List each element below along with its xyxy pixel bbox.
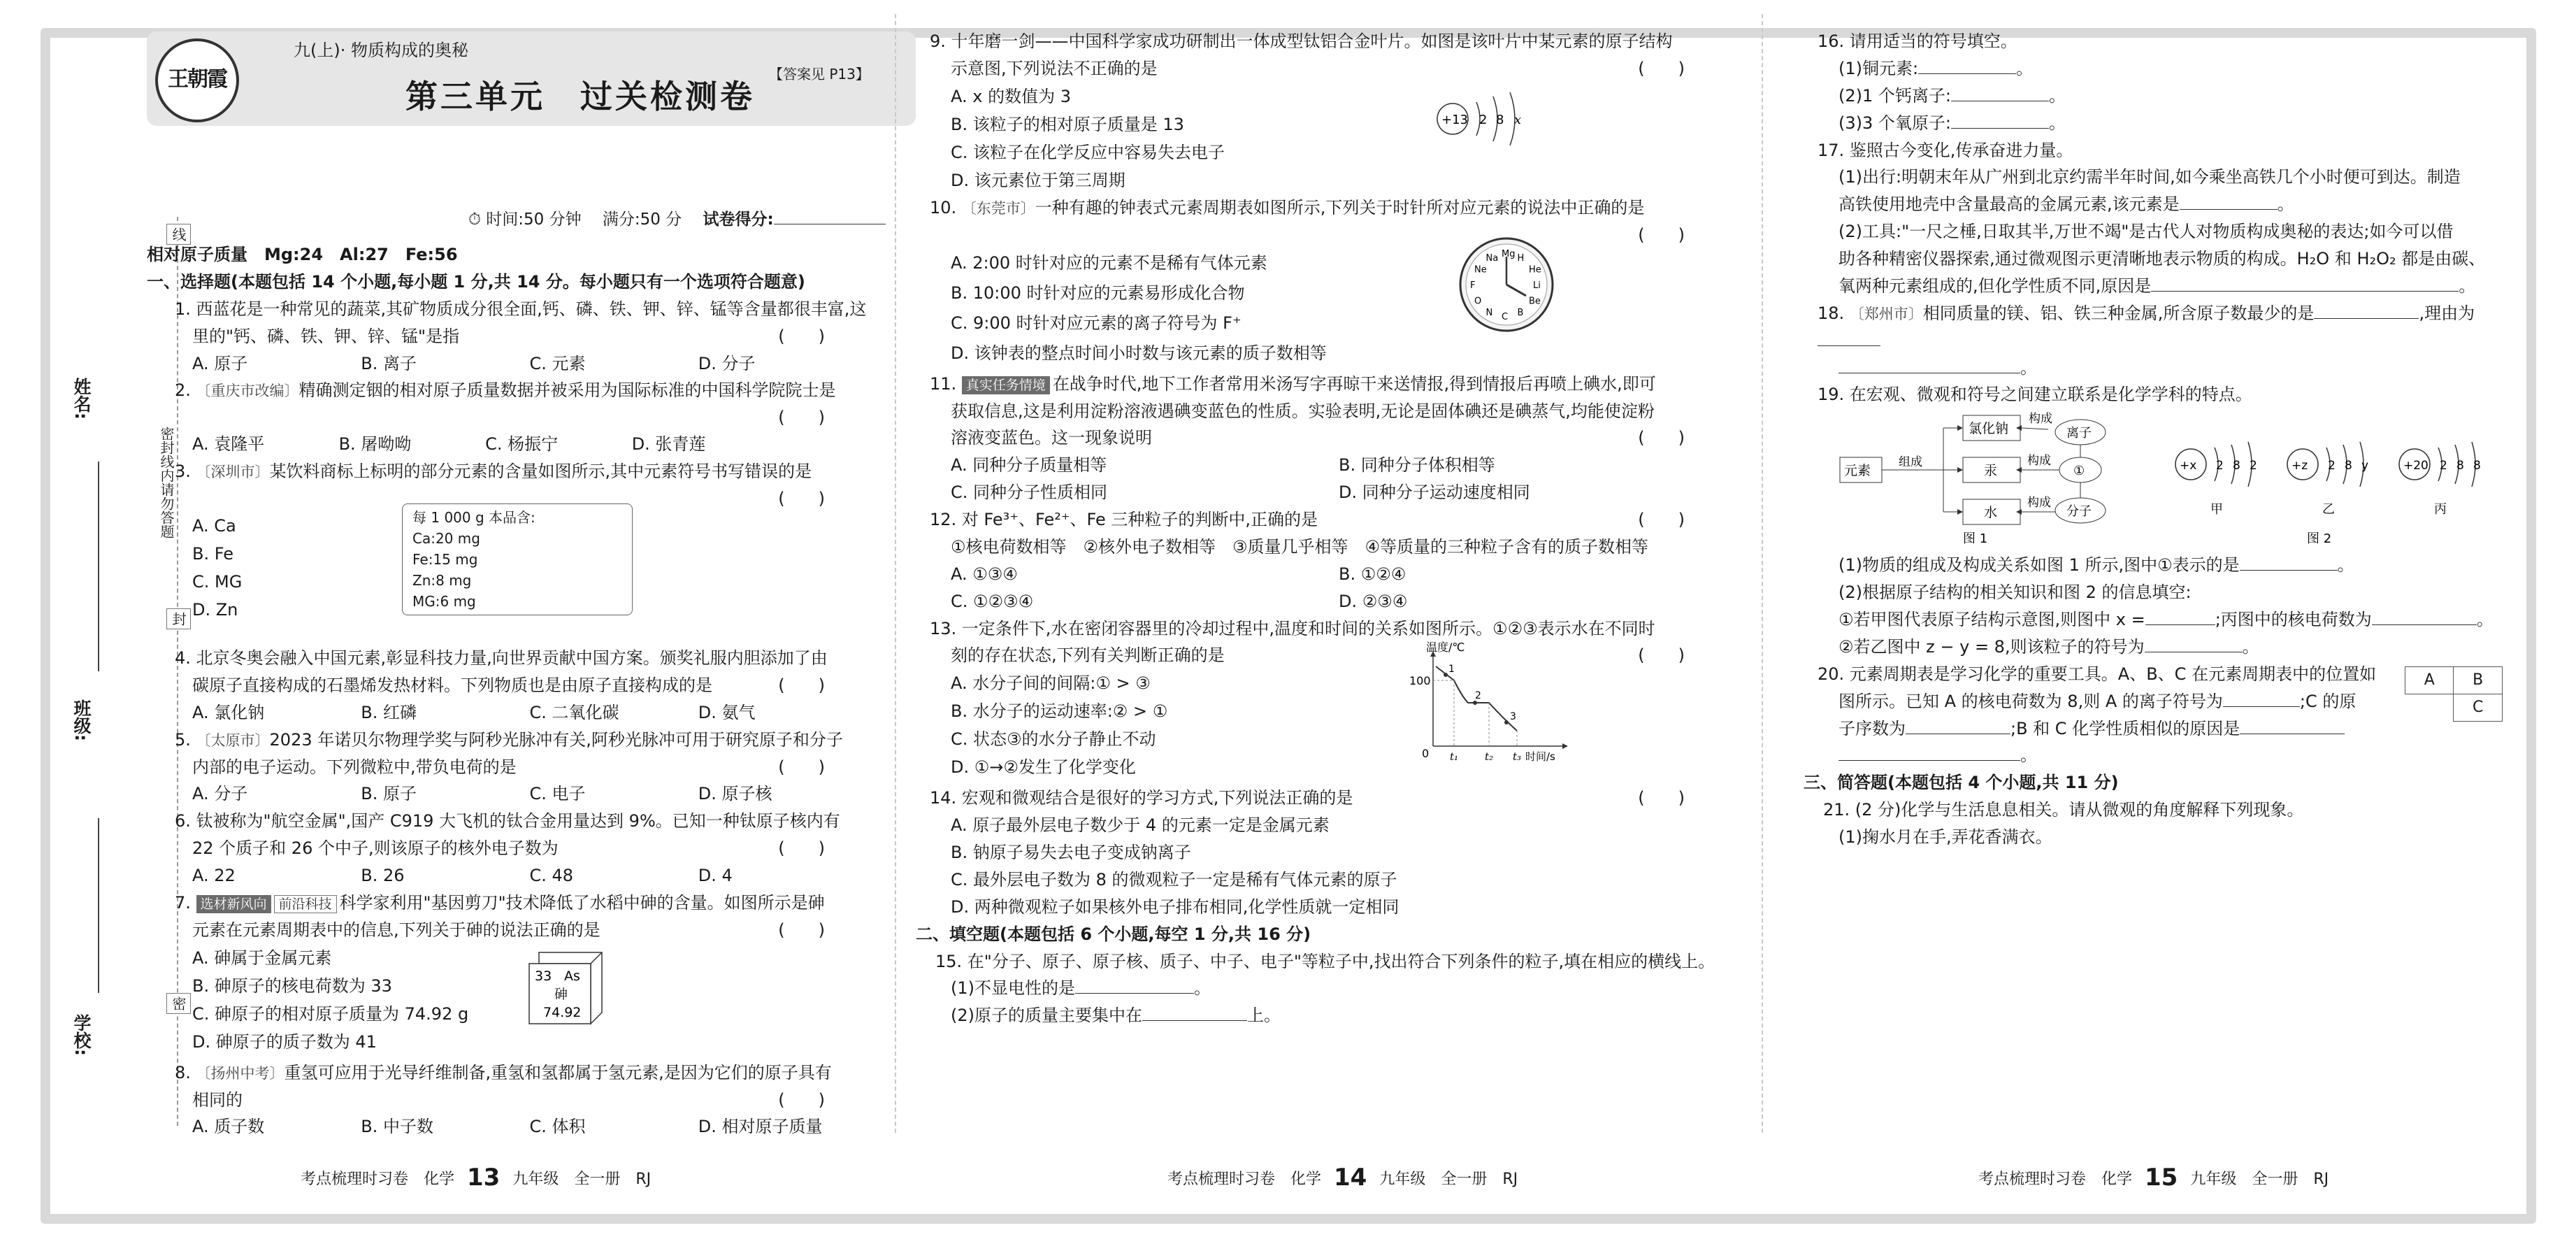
atom-nucleus-label-0: +x	[2180, 459, 2197, 473]
q7-opt-b[interactable]: B. 砷原子的核电荷数为 33	[192, 975, 392, 996]
q19-stem: 19. 在宏观、微观和符号之间建立联系是化学学科的特点。	[1818, 385, 2252, 405]
clock-label-n: N	[1485, 307, 1493, 318]
q17-sub2c: 氧两种元素组成的,但化学性质不同,原因是 。	[1839, 276, 2476, 296]
q6-options[interactable]: A. 22 B. 26 C. 48 D. 4	[192, 866, 733, 885]
q3-paren: ( )	[778, 489, 825, 508]
svg-text:汞: 汞	[1984, 463, 1998, 479]
q16-sub2: (2)1 个钙离子: 。	[1839, 85, 2066, 106]
column-3	[1804, 28, 2503, 851]
q19-fig2-atoms	[2167, 415, 2503, 548]
atom-name-1: 乙	[2322, 502, 2335, 517]
q18-blank-1[interactable]	[2314, 303, 2419, 319]
q15-sub1: (1)不显电性的是 。	[951, 978, 1211, 999]
q3-block	[147, 509, 867, 645]
clock-label-h: H	[1517, 252, 1525, 264]
clock-label-na: Na	[1485, 252, 1499, 264]
seal-tag-line: 线	[166, 224, 191, 245]
cell-b: B	[2454, 666, 2503, 694]
clock-label-b: B	[1517, 307, 1524, 318]
fig2-caption: 图 2	[2307, 531, 2332, 547]
q12-options-1[interactable]: A. ①③④ B. ①②④	[951, 564, 1406, 584]
q19-blank-4[interactable]	[2145, 636, 2243, 652]
atom-electrons-1-0: 2	[2328, 459, 2336, 473]
atom-electrons-2-2: 8	[2473, 459, 2481, 473]
q5-stem: 5. 〔太原市〕2023 年诺贝尔物理学奖与阿秒光脉冲有关,阿秒光脉冲可用于研究原子和分子	[175, 729, 843, 750]
atom-electrons-0-0: 2	[2216, 459, 2224, 473]
column-divider-1	[895, 14, 896, 1133]
q4-stem: 4. 北京冬奥会融入中国元素,彰显科技力量,向世界贡献中国方案。颁奖礼服内胆添加了由	[175, 648, 828, 668]
q7-tag-new: 选材新风向	[196, 895, 271, 913]
q3-opt-c[interactable]: C. MG	[192, 572, 243, 592]
q20-stem-3: 子序数为 ;B 和 C 化学性质相似的原因是	[1818, 715, 2503, 743]
cell-a: A	[2405, 666, 2454, 694]
svg-text:构成: 构成	[2029, 412, 2052, 427]
svg-text:元素: 元素	[1844, 463, 1871, 479]
seal-tag-seal: 封	[166, 608, 191, 629]
seal-note: 密封线内请勿答题	[157, 427, 177, 538]
q16-blank-3[interactable]	[1951, 113, 2049, 129]
atom-electrons-2-1: 8	[2456, 459, 2464, 473]
q13-cooling-chart	[1405, 641, 1573, 767]
exam-time: 时间:50 分钟	[486, 210, 582, 229]
q8-stem-2: 相同的 ( )	[192, 1089, 825, 1110]
atom-electrons-1-2: y	[2361, 459, 2369, 473]
q11-tag: 真实任务情境	[962, 376, 1050, 394]
clock-label-ne: Ne	[1474, 264, 1487, 276]
arsenic-symbol: As	[564, 968, 580, 984]
svg-text:1: 1	[1448, 664, 1455, 675]
svg-text:离子: 离子	[2066, 426, 2092, 441]
q10-stem: 10. 〔东莞市〕一种有趣的钟表式元素周期表如图所示,下列关于时针所对应元素的说法中正确的是	[930, 197, 1645, 217]
q20-block	[1818, 661, 2503, 770]
clock-label-f: F	[1470, 280, 1476, 291]
q10-opt-a[interactable]: A. 2:00 时针对应的元素不是稀有气体元素	[951, 252, 1267, 273]
atom-name-2: 丙	[2434, 502, 2447, 517]
q13-opt-c[interactable]: C. 状态③的水分子静止不动	[951, 729, 1156, 750]
page-number-13: 13	[467, 1164, 501, 1192]
exam-meta	[468, 206, 886, 229]
q7-block	[147, 944, 867, 1059]
q9-nucleus: +13	[1441, 112, 1468, 127]
class-line	[98, 545, 99, 671]
q13-ylabel: 温度/℃	[1426, 641, 1465, 655]
q14-opt-c[interactable]: C. 最外层电子数为 8 的微观粒子一定是稀有气体元素的原子	[951, 869, 1397, 889]
binding-strip	[62, 217, 187, 1126]
svg-text:①: ①	[2073, 464, 2085, 479]
atom-electrons-0-1: 8	[2233, 459, 2240, 473]
svg-text:水: 水	[1984, 505, 1998, 521]
q18-stem: 18. 〔郑州市〕相同质量的镁、铝、铁三种金属,所含原子数最少的是 ,理由为	[1818, 300, 2503, 355]
q16-sub1: (1)铜元素: 。	[1839, 58, 2034, 78]
atom-electrons-0-2: 2	[2250, 459, 2257, 473]
score-blank[interactable]	[774, 208, 886, 224]
column-2	[916, 28, 1727, 1029]
svg-text:0: 0	[1422, 747, 1430, 761]
q17-sub2b: 助各种精密仪器探索,通过微观图示更清晰地表示物质的构成。H₂O 和 H₂O₂ 都是由碳、	[1839, 249, 2486, 269]
clock-label-li: Li	[1533, 280, 1541, 291]
section-3-heading: 三、简答题(本题包括 4 个小题,共 11 分)	[1804, 773, 2119, 793]
q20-stem-2: 图所示。已知 A 的核电荷数为 8,则 A 的离子符号为 ;C 的原	[1839, 691, 2356, 711]
page-number-15: 15	[2145, 1164, 2178, 1192]
column-1	[147, 241, 867, 1141]
q10-opt-d[interactable]: D. 该钟表的整点时间小时数与该元素的质子数相等	[951, 343, 1327, 363]
q6-stem-2: 22 个质子和 26 个中子,则该原子的核外电子数为 ( )	[192, 838, 825, 859]
q3-stem: 3. 〔深圳市〕某饮料商标上标明的部分元素的含量如图所示,其中元素符号书写错误的是	[175, 462, 812, 482]
atomic-mass-line: 相对原子质量 Mg:24 Al:27 Fe:56	[147, 245, 458, 264]
q10-opt-b[interactable]: B. 10:00 时针对应的元素易形成化合物	[951, 283, 1245, 303]
q18-cont: 。	[1818, 355, 2503, 382]
q10-block	[930, 248, 1727, 371]
q19-blank-2[interactable]	[2145, 609, 2215, 625]
q12-options-2[interactable]: C. ①②③④ D. ②③④	[951, 591, 1408, 611]
q19-blank-3[interactable]	[2372, 609, 2477, 625]
svg-text:时间/s: 时间/s	[1525, 750, 1555, 764]
q17-sub1a: (1)出行:明朝末年从广州到北京约需半年时间,如今乘坐高铁几个小时便可到达。制造	[1839, 167, 2461, 187]
column-divider-2	[1762, 14, 1763, 1133]
q11-options-1[interactable]: A. 同种分子质量相等 B. 同种分子体积相等	[951, 455, 1495, 476]
q11-stem-3: 溶液变蓝色。这一现象说明 ( )	[951, 428, 1685, 448]
q5-options[interactable]: A. 分子 B. 原子 C. 电子 D. 原子核	[192, 784, 772, 804]
footer-page-14: 考点梳理时习卷 化学 14 九年级 全一册 RJ	[1167, 1164, 1518, 1192]
clock-label-be: Be	[1529, 296, 1541, 307]
svg-text:100: 100	[1409, 674, 1431, 688]
svg-text:2: 2	[1475, 690, 1481, 702]
arsenic-cell-graphic	[528, 951, 605, 1035]
q9-opt-d[interactable]: D. 该元素位于第三周期	[951, 170, 1125, 190]
q9-opt-b[interactable]: B. 该粒子的相对原子质量是 13	[951, 114, 1184, 134]
q16-blank-1[interactable]	[1918, 58, 2016, 74]
answer-ref: 【答案见 P13】	[769, 66, 870, 83]
q2-paren: ( )	[778, 408, 825, 428]
svg-text:2: 2	[1479, 112, 1488, 127]
atom-name-0: 甲	[2210, 502, 2223, 517]
clock-label-mg: Mg	[1502, 248, 1516, 259]
cell-c: C	[2454, 694, 2503, 721]
q15-blank-1[interactable]	[1075, 978, 1194, 994]
class-label: 班级:	[71, 699, 92, 741]
svg-text:3: 3	[1510, 711, 1516, 723]
q15-blank-2[interactable]	[1142, 1005, 1247, 1021]
q20-blank-3[interactable]	[2240, 718, 2345, 734]
q7-opt-c[interactable]: C. 砷原子的相对原子质量为 74.92 g	[192, 1003, 469, 1024]
q21-sub1: (1)掬水月在手,弄花香满衣。	[1839, 827, 2052, 847]
q6-stem: 6. 钛被称为"航空金属",国产 C919 大飞机的钛合金用量达到 9%。已知一种钛原子核内有	[175, 811, 840, 831]
q9-stem-2: 示意图,下列说法不正确的是 ( )	[951, 58, 1685, 78]
school-line	[98, 818, 99, 993]
q10-paren: ( )	[1638, 224, 1685, 245]
exam-score-label: 试卷得分:	[703, 210, 774, 229]
q7-stem: 7. 选材新风向 前沿科技 科学家利用"基因剪刀"技术降低了水稻中砷的含量。如图所示是砷	[175, 892, 825, 913]
q20-blank-4[interactable]	[1839, 745, 2020, 761]
q8-options[interactable]: A. 质子数 B. 中子数 C. 体积 D. 相对原子质量	[192, 1117, 823, 1137]
q16-sub3: (3)3 个氧原子: 。	[1839, 113, 2066, 133]
svg-text:t₃: t₃	[1513, 750, 1522, 764]
unit-subject: 九(上)· 物质构成的奥秘	[294, 41, 468, 60]
section-2-heading: 二、填空题(本题包括 6 个小题,每空 1 分,共 16 分)	[916, 924, 1311, 944]
q7-tag-tech: 前沿科技	[274, 895, 337, 913]
q7-opt-a[interactable]: A. 砷属于金属元素	[192, 948, 332, 968]
page-title: 第三单元 过关检测卷	[405, 78, 755, 115]
svg-text:x: x	[1514, 112, 1522, 127]
footer-page-15: 考点梳理时习卷 化学 15 九年级 全一册 RJ	[1978, 1164, 2329, 1192]
footer-page-13: 考点梳理时习卷 化学 13 九年级 全一册 RJ	[301, 1164, 652, 1192]
svg-text:t₂: t₂	[1485, 750, 1494, 764]
q7-stem-2: 元素在元素周期表中的信息,下列关于砷的说法正确的是 ( )	[192, 920, 825, 940]
q19-fig1-diagram	[1839, 408, 2132, 548]
q17-blank-1[interactable]	[2180, 194, 2278, 210]
arsenic-name: 砷	[554, 986, 568, 1002]
q3-opt-a[interactable]: A. Ca	[192, 516, 236, 536]
clock-label-he: He	[1529, 264, 1541, 276]
section-1-heading: 一、选择题(本题包括 14 个小题,每小题 1 分,共 14 分。每小题只有一个选项符合题意)	[147, 271, 805, 292]
svg-text:组成: 组成	[1899, 455, 1922, 470]
q19-sub1: (1)物质的组成及构成关系如图 1 所示,图中①表示的是 。	[1839, 555, 2354, 576]
atom-electrons-2-0: 2	[2440, 459, 2447, 473]
atom-nucleus-label-1: +z	[2291, 459, 2308, 473]
svg-text:氯化钠: 氯化钠	[1969, 421, 2009, 437]
q9-stem: 9. 十年磨一剑——中国科学家成功研制出一体成型钛铝合金叶片。如图是该叶片中某元素的原子结构	[930, 31, 1673, 51]
svg-text:构成: 构成	[2027, 496, 2051, 510]
q15-sub2: (2)原子的质量主要集中在 上。	[951, 1006, 1281, 1026]
q20-blank-1[interactable]	[2223, 691, 2300, 707]
element-clock-diagram	[1458, 236, 1555, 334]
q17-sub2a: (2)工具:"一尺之棰,日取其半,万世不竭"是古代人对物质构成奥秘的表达;如今可以借	[1839, 222, 2454, 242]
q19-sub2a: ①若甲图代表原子结构示意图,则图中 x = ;丙图中的核电荷数为 。	[1839, 610, 2494, 629]
svg-text:构成: 构成	[2027, 454, 2051, 469]
q19-sub2b: ②若乙图中 z − y = 8,则该粒子的符号为 。	[1839, 636, 2259, 657]
q14-stem: 14. 宏观和微观结合是很好的学习方式,下列说法正确的是 ( )	[930, 788, 1685, 808]
publisher-logo: 王朝霞	[155, 38, 239, 122]
q2-options[interactable]: A. 袁隆平 B. 屠呦呦 C. 杨振宁 D. 张青莲	[192, 434, 706, 455]
q13-opt-a[interactable]: A. 水分子间的间隔:① > ③	[951, 673, 1151, 694]
atom-electrons-1-1: 8	[2345, 459, 2352, 473]
atom-nucleus-label-2: +20	[2403, 459, 2429, 473]
svg-text:图 1: 图 1	[1963, 531, 1988, 547]
q16-blank-2[interactable]	[1951, 85, 2049, 101]
q7-opt-d[interactable]: D. 砷原子的质子数为 41	[192, 1031, 377, 1052]
q18-blank-3[interactable]	[1839, 357, 2020, 373]
q17-stem: 17. 鉴照古今变化,传承奋进力量。	[1818, 140, 2073, 160]
q3-opt-b[interactable]: B. Fe	[192, 544, 233, 564]
q11-options-2[interactable]: C. 同种分子性质相同 D. 同种分子运动速度相同	[951, 482, 1530, 503]
q14-opt-d[interactable]: D. 两种微观粒子如果核外电子排布相同,化学性质就一定相同	[951, 896, 1399, 917]
q13-stem: 13. 一定条件下,水在密闭容器里的冷却过程中,温度和时间的关系如图所示。①②③表示水在不同时	[930, 618, 1655, 638]
q13-opt-b[interactable]: B. 水分子的运动速率:② > ①	[951, 701, 1168, 722]
name-label: 姓名:	[71, 378, 92, 420]
q18-blank-2[interactable]	[1818, 330, 1880, 346]
q9-opt-c[interactable]: C. 该粒子在化学反应中容易失去电子	[951, 142, 1225, 162]
q16-stem: 16. 请用适当的符号填空。	[1818, 31, 2017, 51]
school-label: 学校:	[71, 1014, 92, 1056]
q20-stem-1: 20. 元素周期表是学习化学的重要工具。A、B、C 在元素周期表中的位置如	[1818, 664, 2377, 684]
clock-icon: ⏱	[468, 210, 481, 229]
q2-stem: 2. 〔重庆市改编〕精确测定铟的相对原子质量数据并被采用为国际标准的中国科学院院士是	[175, 380, 836, 401]
q12-items: ①核电荷数相等 ②核外电子数相等 ③质量几乎相等 ④等质量的三种粒子含有的质子数相等	[951, 536, 1649, 557]
arsenic-number: 33	[535, 968, 552, 984]
q13-opt-d[interactable]: D. ①→②发生了化学变化	[951, 757, 1136, 778]
q9-block	[930, 83, 1727, 194]
q20-cont: 。	[1818, 742, 2503, 769]
q20-periodic-table	[2405, 666, 2503, 722]
q17-sub1b: 高铁使用地壳中含量最高的金属元素,该元素是 。	[1839, 194, 2294, 215]
q19-blank-1[interactable]	[2240, 555, 2338, 571]
q20-blank-2[interactable]	[1906, 718, 2010, 734]
page-number-14: 14	[1334, 1164, 1367, 1192]
q1-options[interactable]: A. 原子 B. 离子 C. 元素 D. 分子	[192, 353, 756, 373]
q21-stem: 21. (2 分)化学与生活息息相关。请从微观的角度解释下列现象。	[1823, 800, 2304, 820]
clock-label-o: O	[1474, 296, 1482, 307]
q8-stem: 8. 〔扬州中考〕重氢可应用于光导纤维制备,重氢和氢都属于氢元素,是因为它们的原子具有	[175, 1062, 832, 1082]
q1-stem-2: 里的"钙、磷、铁、钾、锌、锰"是指 ( )	[192, 326, 825, 346]
q19-sub2: (2)根据原子结构的相关知识和图 2 的信息填空:	[1839, 582, 2192, 603]
q10-opt-c[interactable]: C. 9:00 时针对应元素的离子符号为 F⁺	[951, 313, 1242, 333]
q5-stem-2: 内部的电子运动。下列微粒中,带负电荷的是 ( )	[192, 757, 825, 777]
q13-stem-2: 刻的存在状态,下列有关判断正确的是 ( )	[951, 645, 1685, 666]
q4-stem-2: 碳原子直接构成的石墨烯发热材料。下列物质也是由原子直接构成的是 ( )	[192, 675, 825, 695]
arsenic-mass: 74.92	[543, 1004, 582, 1020]
q14-opt-a[interactable]: A. 原子最外层电子数少于 4 的元素一定是金属元素	[951, 815, 1330, 836]
svg-text:t₁: t₁	[1450, 750, 1459, 764]
q9-atom-diagram	[1433, 83, 1538, 145]
q15-stem: 15. 在"分子、原子、原子核、质子、中子、电子"等粒子中,找出符合下列条件的粒子,填在相应的横线上。	[935, 951, 1715, 971]
q17-blank-2[interactable]	[2151, 276, 2459, 292]
seal-tag-secret: 密	[166, 993, 191, 1014]
clock-label-c: C	[1502, 311, 1509, 322]
q11-stem-2: 获取信息,这是利用淀粉溶液遇碘变蓝色的性质。实验表明,无论是固体碘还是碘蒸气,均能使淀粉	[951, 401, 1655, 421]
q12-stem: 12. 对 Fe³⁺、Fe²⁺、Fe 三种粒子的判断中,正确的是 ( )	[930, 510, 1685, 529]
q19-figures	[1818, 408, 2503, 552]
q1-stem: 1. 西蓝花是一种常见的蔬菜,其矿物质成分很全面,钙、磷、铁、钾、锌、锰等含量都很丰富,这	[175, 299, 867, 319]
exam-full-score: 满分:50 分	[602, 210, 682, 229]
svg-text:分子: 分子	[2066, 504, 2092, 520]
q4-options[interactable]: A. 氯化钠 B. 红磷 C. 二氧化碳 D. 氨气	[192, 702, 756, 722]
svg-text:8: 8	[1496, 112, 1504, 127]
q14-opt-b[interactable]: B. 钠原子易失去电子变成钠离子	[951, 843, 1191, 862]
q3-nutrition-box: 每 1 000 g 本品含: Ca:20 mg Fe:15 mg Zn:8 mg MG:6 mg	[402, 503, 633, 615]
q11-stem: 11. 真实任务情境 在战争时代,地下工作者常用米汤写字再晾干来送情报,得到情报后再喷上碘水,即可	[930, 373, 1656, 394]
q3-opt-d[interactable]: D. Zn	[192, 600, 238, 620]
q9-opt-a[interactable]: A. x 的数值为 3	[951, 86, 1071, 106]
